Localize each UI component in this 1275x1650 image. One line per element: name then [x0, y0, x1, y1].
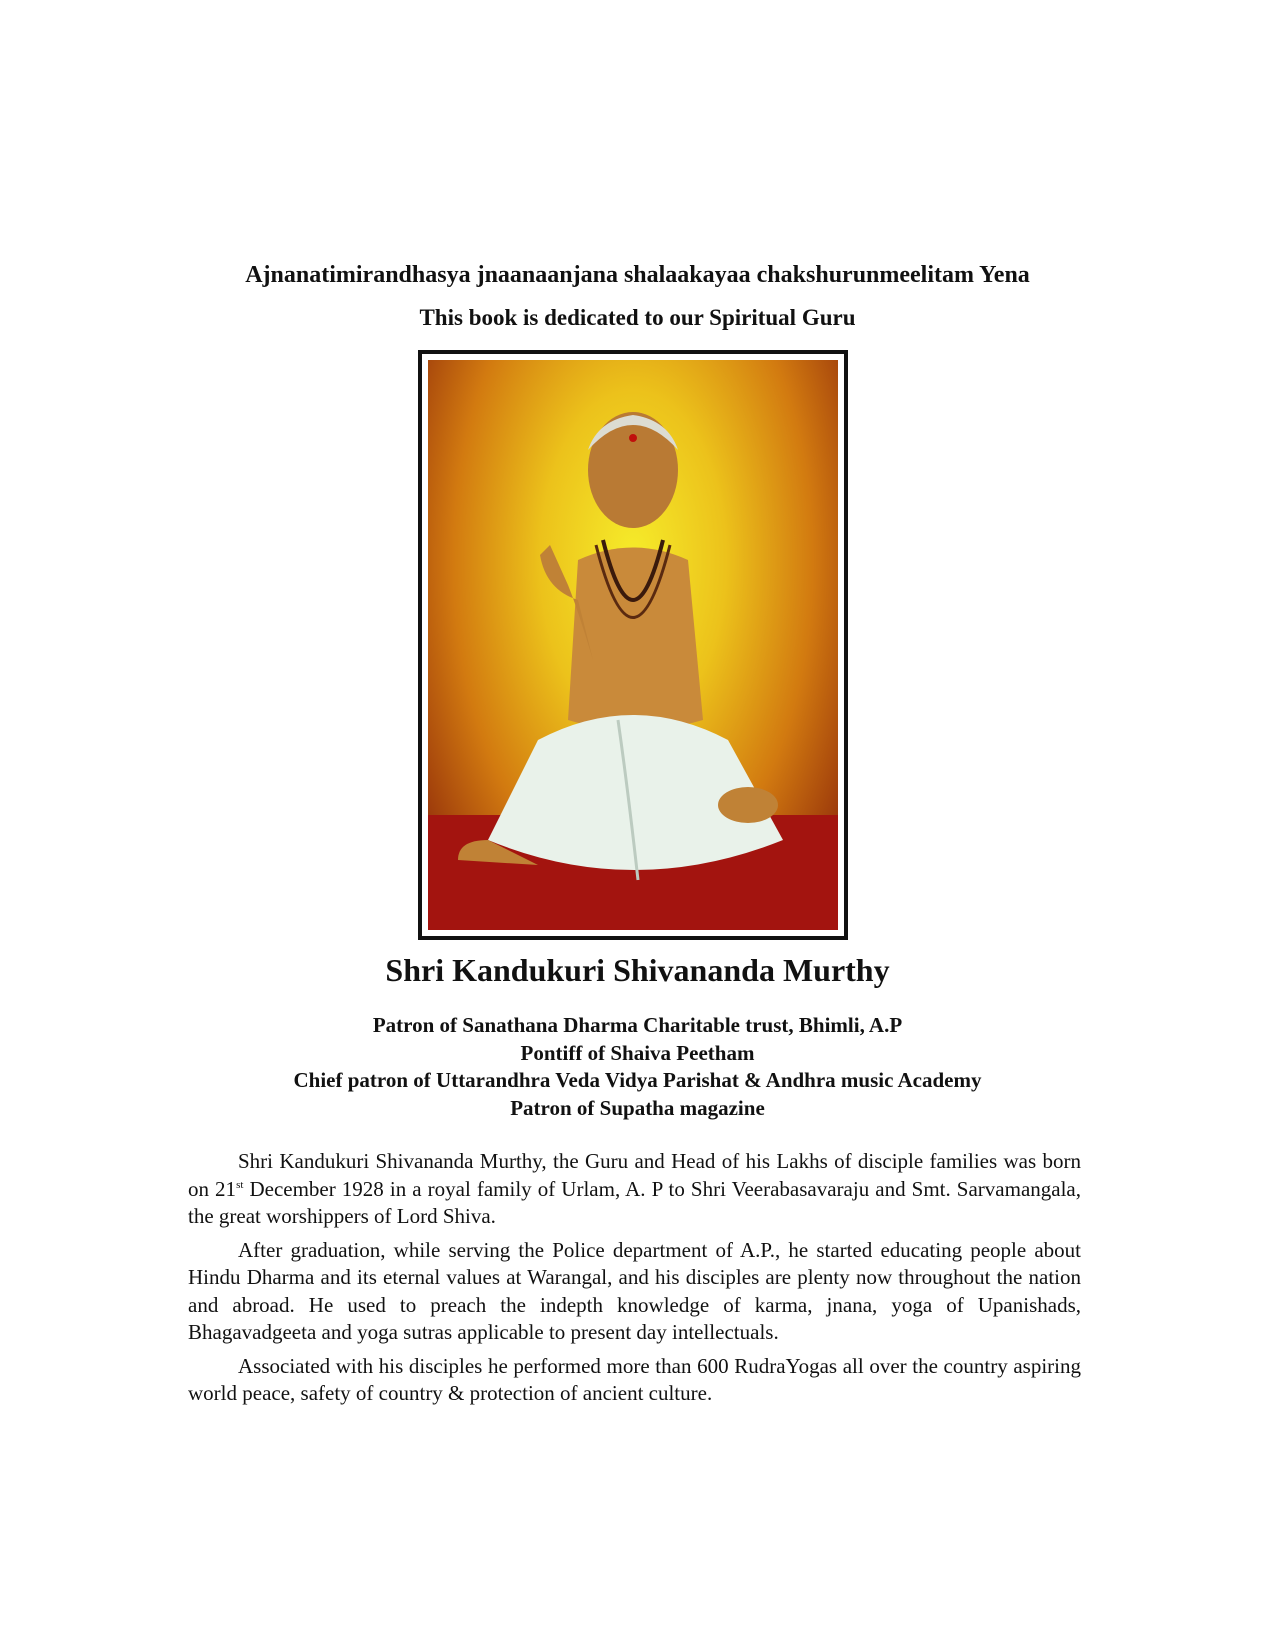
- guru-titles: [0, 1012, 1275, 1122]
- guru-portrait-illustration: [428, 360, 838, 930]
- title-line: Patron of Sanathana Dharma Charitable trust, Bhimli, A.P: [372, 1013, 903, 1037]
- ordinal-suffix: st: [236, 1178, 244, 1191]
- title-line: Pontiff of Shaiva Peetham: [520, 1040, 755, 1065]
- shloka-line: Ajnanatimirandhasya jnaanaanjana shalaakayaa chakshurunmeelitam Yena: [245, 262, 1030, 288]
- bio-paragraph-1: [188, 1148, 1081, 1231]
- bio-paragraph-3: Associated with his disciples he performed more than 600 RudraYogas all over the country aspiring world peace, safety of country & protection of ancient culture.: [188, 1353, 1081, 1405]
- title-line: Patron of Supatha magazine: [510, 1095, 765, 1120]
- dedication-line: This book is dedicated to our Spiritual Guru: [419, 305, 856, 330]
- bio-p1-part-a: Shri Kandukuri Shivananda Murthy, the Guru and Head of his Lakhs of disciple families was born on 21: [188, 1149, 1081, 1201]
- guru-name: Shri Kandukuri Shivananda Murthy: [385, 952, 890, 988]
- guru-portrait-frame: [418, 350, 848, 940]
- bio-paragraph-2: After graduation, while serving the Police department of A.P., he started educating people about Hindu Dharma and its eternal values at Warangal, and his disciples are plenty now throughout the nation and abroad. He used to preach the indepth knowledge of karma, jnana, yoga of Upanishads, Bhagavadgeeta and yoga sutras applicable to present day intellectuals.: [188, 1237, 1081, 1344]
- biography: [188, 1148, 1081, 1414]
- guru-portrait-photo: [428, 360, 838, 930]
- title-line: Chief patron of Uttarandhra Veda Vidya Parishat & Andhra music Academy: [293, 1068, 982, 1092]
- bio-p1-part-b: December 1928 in a royal family of Urlam, A. P to Shri Veerabasavaraju and Smt. Sarvamangala, the great worshippers of Lord Shiva.: [188, 1176, 1081, 1228]
